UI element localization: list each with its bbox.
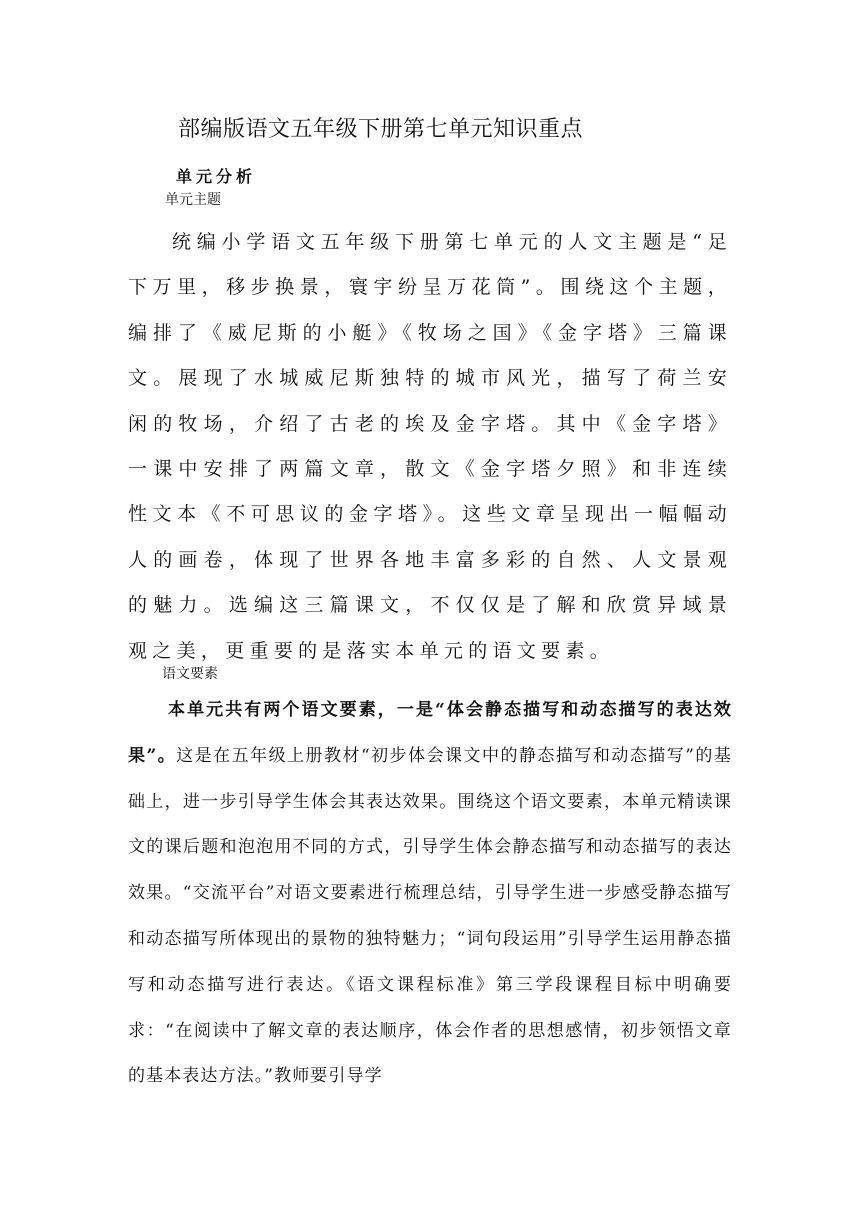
paragraph-language-elements [128, 688, 732, 1100]
paragraph-bold-lead: 本单元共有两个语文要素，一是“体会静态描写和动态描写的表达效果”。 [128, 700, 732, 766]
section-heading-unit-analysis: 单元分析 [176, 167, 257, 186]
paragraph-unit-theme: 统编小学语文五年级下册第七单元的人文主题是“足下万里，移步换景，寰宇纷呈万花筒”。围绕这个主题，编排了《威尼斯的小艇》《牧场之国》《金字塔》三篇课文。展现了水城威尼斯独特的城市风光，描写了荷兰安闲的牧场，介绍了古老的埃及金字塔。其中《金字塔》一课中安排了两篇文章，散文《金字塔夕照》和非连续性文本《不可思议的金字塔》。这些文章呈现出一幅幅动人的画卷，体现了世界各地丰富多彩的自然、人文景观的魅力。选编这三篇课文，不仅仅是了解和欣赏异域景观之美，更重要的是落实本单元的语文要素。 [128, 231, 732, 662]
subheading-unit-theme: 单元主题 [165, 192, 221, 208]
subheading-language-elements: 语文要素 [162, 666, 218, 682]
paragraph-body: 这是在五年级上册教材“初步体会课文中的静态描写和动态描写”的基础上，进一步引导学生体会其表达效果。围绕这个语文要素，本单元精读课文的课后题和泡泡用不同的方式，引导学生体会静态描写和动态描写的表达效果。“交流平台”对语文要素进行梳理总结，引导学生进一步感受静态描写和动态描写所体现出的景物的独特魅力；“词句段运用”引导学生运用静态描写和动态描写进行表达。《语文课程标准》第三学段课程目标中明确要求：“在阅读中了解文章的表达顺序，体会作者的思想感情，初步领悟文章的基本表达方法。”教师要引导学 [128, 745, 732, 1087]
document-title: 部编版语文五年级下册第七单元知识重点 [178, 117, 584, 142]
